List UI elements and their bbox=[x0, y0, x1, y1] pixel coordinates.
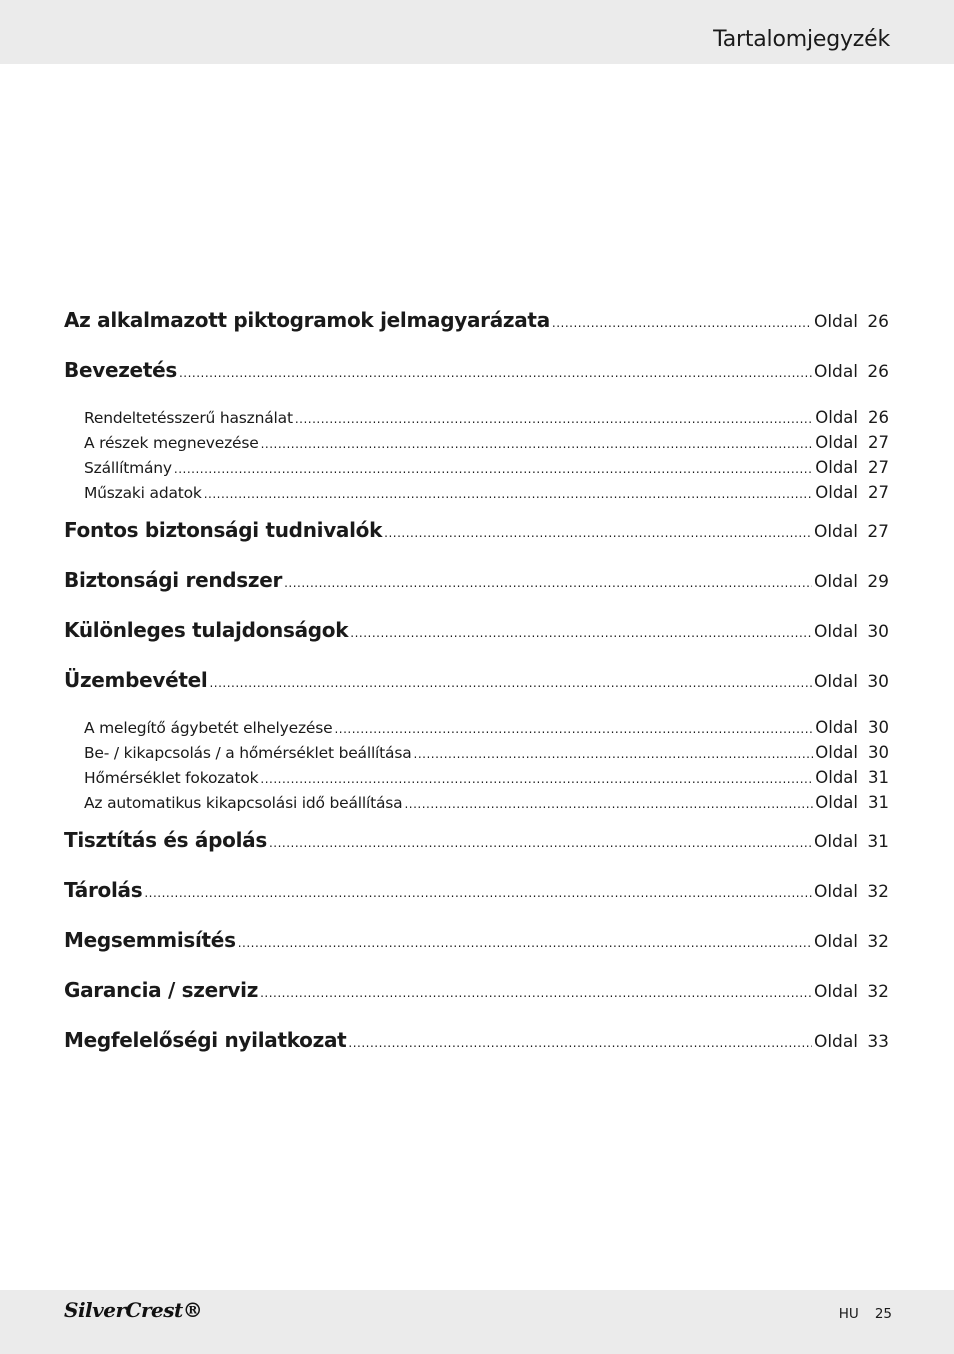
dot-leader bbox=[384, 526, 812, 540]
toc-entry-label: A részek megnevezése bbox=[84, 434, 259, 452]
page-number-ref: 31 bbox=[868, 768, 889, 787]
page-number-ref: 26 bbox=[867, 312, 889, 332]
toc-page-ref bbox=[814, 832, 889, 852]
dot-leader bbox=[269, 836, 812, 850]
toc-entry-label: Szállítmány bbox=[84, 459, 172, 477]
toc-page-ref bbox=[815, 793, 889, 812]
page-number-ref: 32 bbox=[867, 882, 889, 902]
dot-leader bbox=[174, 462, 813, 476]
toc-page-ref bbox=[815, 483, 889, 502]
toc-entry[interactable] bbox=[64, 518, 889, 568]
page-prefix: Oldal bbox=[815, 433, 858, 452]
page-number: 25 bbox=[874, 1306, 892, 1322]
page-prefix: Oldal bbox=[813, 312, 858, 332]
page-prefix: Oldal bbox=[813, 522, 858, 542]
toc-entry[interactable] bbox=[64, 308, 889, 358]
toc-subentry[interactable] bbox=[64, 433, 889, 458]
page-prefix: Oldal bbox=[813, 362, 858, 382]
page-number-ref: 27 bbox=[868, 483, 889, 502]
toc-subentry[interactable] bbox=[64, 458, 889, 483]
toc-entry[interactable] bbox=[64, 978, 889, 1028]
toc-entry[interactable] bbox=[64, 1028, 889, 1078]
dot-leader bbox=[260, 986, 812, 1000]
toc-page-ref bbox=[814, 672, 889, 692]
page-prefix: Oldal bbox=[813, 1032, 858, 1052]
toc-page-ref bbox=[814, 932, 889, 952]
page-number-ref: 30 bbox=[867, 622, 889, 642]
page-prefix: Oldal bbox=[813, 832, 858, 852]
toc-entry-label: Be- / kikapcsolás / a hőmérséklet beállítása bbox=[84, 744, 412, 762]
toc-entry-label: Garancia / szerviz bbox=[64, 978, 259, 1002]
toc-subentry[interactable] bbox=[64, 408, 889, 433]
toc-page-ref bbox=[815, 743, 889, 762]
toc-page-ref bbox=[814, 882, 889, 902]
toc-entry[interactable] bbox=[64, 828, 889, 878]
toc-subentry[interactable] bbox=[64, 768, 889, 793]
toc-entry-label: Megfelelőségi nyilatkozat bbox=[64, 1028, 347, 1052]
language-code: HU bbox=[838, 1306, 859, 1322]
page-prefix: Oldal bbox=[813, 672, 858, 692]
page-number-ref: 26 bbox=[867, 362, 889, 382]
page-number-ref: 27 bbox=[868, 458, 889, 477]
page-number-ref: 27 bbox=[868, 433, 889, 452]
toc-entry-label: Hőmérséklet fokozatok bbox=[84, 769, 259, 787]
toc-entry-label: Megsemmisítés bbox=[64, 928, 236, 952]
page-prefix: Oldal bbox=[813, 622, 858, 642]
page-number-ref: 30 bbox=[868, 743, 889, 762]
dot-leader bbox=[238, 936, 812, 950]
toc-entry-label: Különleges tulajdonságok bbox=[64, 618, 349, 642]
toc-entry-label: Tisztítás és ápolás bbox=[64, 828, 267, 852]
toc-page-ref bbox=[815, 768, 889, 787]
toc-entry-label: Fontos biztonsági tudnivalók bbox=[64, 518, 383, 542]
toc-page-ref bbox=[815, 408, 889, 427]
toc-subentry[interactable] bbox=[64, 718, 889, 743]
toc-page-ref bbox=[814, 982, 889, 1002]
page-number-ref: 33 bbox=[867, 1032, 889, 1052]
dot-leader bbox=[414, 747, 814, 761]
toc-page-ref bbox=[815, 718, 889, 737]
footer-info bbox=[839, 1306, 892, 1322]
page-number-ref: 32 bbox=[867, 932, 889, 952]
dot-leader bbox=[261, 437, 814, 451]
dot-leader bbox=[284, 576, 812, 590]
page-number-ref: 31 bbox=[868, 793, 889, 812]
toc-entry-label: Üzembevétel bbox=[64, 668, 208, 692]
toc-entry[interactable] bbox=[64, 668, 889, 718]
page-prefix: Oldal bbox=[813, 982, 858, 1002]
dot-leader bbox=[260, 772, 813, 786]
toc-subentry[interactable] bbox=[64, 793, 889, 828]
page-prefix: Oldal bbox=[815, 768, 858, 787]
page-prefix: Oldal bbox=[813, 882, 858, 902]
toc-entry[interactable] bbox=[64, 358, 889, 408]
toc-page-ref bbox=[815, 433, 889, 452]
page-prefix: Oldal bbox=[813, 572, 858, 592]
toc-page-ref bbox=[814, 312, 889, 332]
page-prefix: Oldal bbox=[815, 458, 858, 477]
page-number-ref: 27 bbox=[867, 522, 889, 542]
page-prefix: Oldal bbox=[815, 408, 858, 427]
page-prefix: Oldal bbox=[815, 718, 858, 737]
page-number-ref: 30 bbox=[868, 718, 889, 737]
toc-subentry[interactable] bbox=[64, 743, 889, 768]
toc-page-ref bbox=[814, 572, 889, 592]
toc-entry-label: A melegítő ágybetét elhelyezése bbox=[84, 719, 333, 737]
toc-entry-label: Az automatikus kikapcsolási idő beállítása bbox=[84, 794, 403, 812]
dot-leader bbox=[552, 316, 812, 330]
toc-entry-label: Tárolás bbox=[64, 878, 143, 902]
dot-leader bbox=[144, 886, 812, 900]
brand-logo: SilverCrest® bbox=[64, 1298, 203, 1322]
dot-leader bbox=[209, 676, 812, 690]
page-prefix: Oldal bbox=[815, 483, 858, 502]
page-prefix: Oldal bbox=[815, 743, 858, 762]
toc-page-ref bbox=[815, 458, 889, 477]
dot-leader bbox=[295, 412, 813, 426]
toc-subentry[interactable] bbox=[64, 483, 889, 518]
toc-entry-label: Rendeltetésszerű használat bbox=[84, 409, 293, 427]
page-number-ref: 30 bbox=[867, 672, 889, 692]
toc-entry-label: Az alkalmazott piktogramok jelmagyarázata bbox=[64, 308, 550, 332]
toc-page-ref bbox=[814, 522, 889, 542]
page-number-ref: 26 bbox=[868, 408, 889, 427]
dot-leader bbox=[348, 1036, 812, 1050]
page-number-ref: 29 bbox=[867, 572, 889, 592]
toc-entry[interactable] bbox=[64, 928, 889, 978]
page-title: Tartalomjegyzék bbox=[713, 27, 890, 52]
page-prefix: Oldal bbox=[813, 932, 858, 952]
toc-entry-label: Műszaki adatok bbox=[84, 484, 202, 502]
page-prefix: Oldal bbox=[815, 793, 858, 812]
toc-entry[interactable] bbox=[64, 568, 889, 618]
dot-leader bbox=[204, 487, 814, 501]
dot-leader bbox=[334, 722, 813, 736]
toc-entry-label: Bevezetés bbox=[64, 358, 177, 382]
dot-leader bbox=[179, 366, 812, 380]
toc-page-ref bbox=[814, 622, 889, 642]
page-number-ref: 31 bbox=[867, 832, 889, 852]
toc-page-ref bbox=[814, 1032, 889, 1052]
toc-page-ref bbox=[814, 362, 889, 382]
toc-entry[interactable] bbox=[64, 878, 889, 928]
toc-entry[interactable] bbox=[64, 618, 889, 668]
page-number-ref: 32 bbox=[867, 982, 889, 1002]
dot-leader bbox=[404, 797, 813, 811]
table-of-contents bbox=[64, 308, 889, 1078]
dot-leader bbox=[350, 626, 812, 640]
toc-entry-label: Biztonsági rendszer bbox=[64, 568, 283, 592]
